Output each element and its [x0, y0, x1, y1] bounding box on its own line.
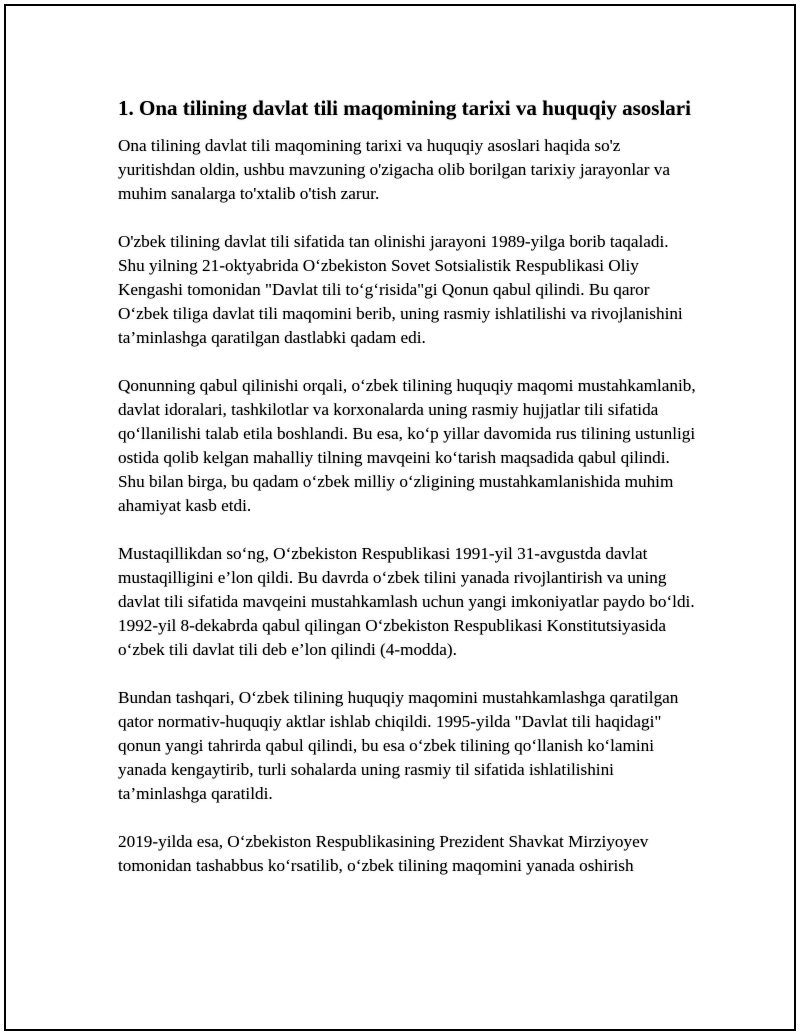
paragraph-5: Bundan tashqari, O‘zbek tilining huquqiy maqomini mustahkamlashga qaratilgan qator normativ-huquqiy aktlar ishlab chiqildi. 1995-yilda "Davlat tili haqidagi" qonun yangi tahrirda qabul qilindi, bu esa o‘zbek tilining qo‘llanish ko‘lamini yanada kengaytirib, turli sohalarda uning rasmiy til sifatida ishlatilishini ta’minlashga qaratildi.	[118, 688, 679, 803]
paragraph-3: Qonunning qabul qilinishi orqali, o‘zbek tilining huquqiy maqomi mustahkamlanib, davlat idoralari, tashkilotlar va korxonalarda uning rasmiy hujjatlar tili sifatida qo‘llanilishi talab etila boshlandi. Bu esa, ko‘p yillar davomida rus tilining ustunligi ostida qolib kelgan mahalliy tilning mavqeini ko‘tarish maqsadida qabul qilindi. Shu bilan birga, bu qadam o‘zbek milliy o‘zligining mustahkamlanishida muhim ahamiyat kasb etdi.	[118, 376, 696, 515]
document-content	[118, 94, 698, 902]
section-heading: 1. Ona tilining davlat tili maqomining tarixi va huquqiy asoslari	[118, 96, 691, 120]
paragraph-2: O'zbek tilining davlat tili sifatida tan olinishi jarayoni 1989-yilga borib taqaladi. Shu yilning 21-oktyabrida O‘zbekiston Sovet Sotsialistik Respublikasi Oliy Kengashi tomonidan "Davlat tili to‘g‘risida"gi Qonun qabul qilindi. Bu qaror O‘zbek tiliga davlat tili maqomini berib, uning rasmiy ishlatilishi va rivojlanishini ta’minlashga qaratilgan dastlabki qadam edi.	[118, 232, 683, 347]
paragraph-4: Mustaqillikdan so‘ng, O‘zbekiston Respublikasi 1991-yil 31-avgustda davlat mustaqilligini e’lon qildi. Bu davrda o‘zbek tilini yanada rivojlantirish va uning davlat tili sifatida mavqeini mustahkamlash uchun yangi imkoniyatlar paydo bo‘ldi. 1992-yil 8-dekabrda qabul qilingan O‘zbekiston Respublikasi Konstitutsiyasida o‘zbek tili davlat tili deb e’lon qilindi (4-modda).	[118, 544, 695, 659]
document-page	[4, 4, 796, 1031]
paragraph-1: Ona tilining davlat tili maqomining tarixi va huquqiy asoslari haqida so'z yuritishdan oldin, ushbu mavzuning o'zigacha olib borilgan tarixiy jarayonlar va muhim sanalarga to'xtalib o'tish zarur.	[118, 136, 671, 203]
paragraph-6: 2019-yilda esa, O‘zbekiston Respublikasining Prezident Shavkat Mirziyoyev tomonidan tashabbus ko‘rsatilib, o‘zbek tilining maqomini yanada oshirish	[118, 832, 649, 875]
